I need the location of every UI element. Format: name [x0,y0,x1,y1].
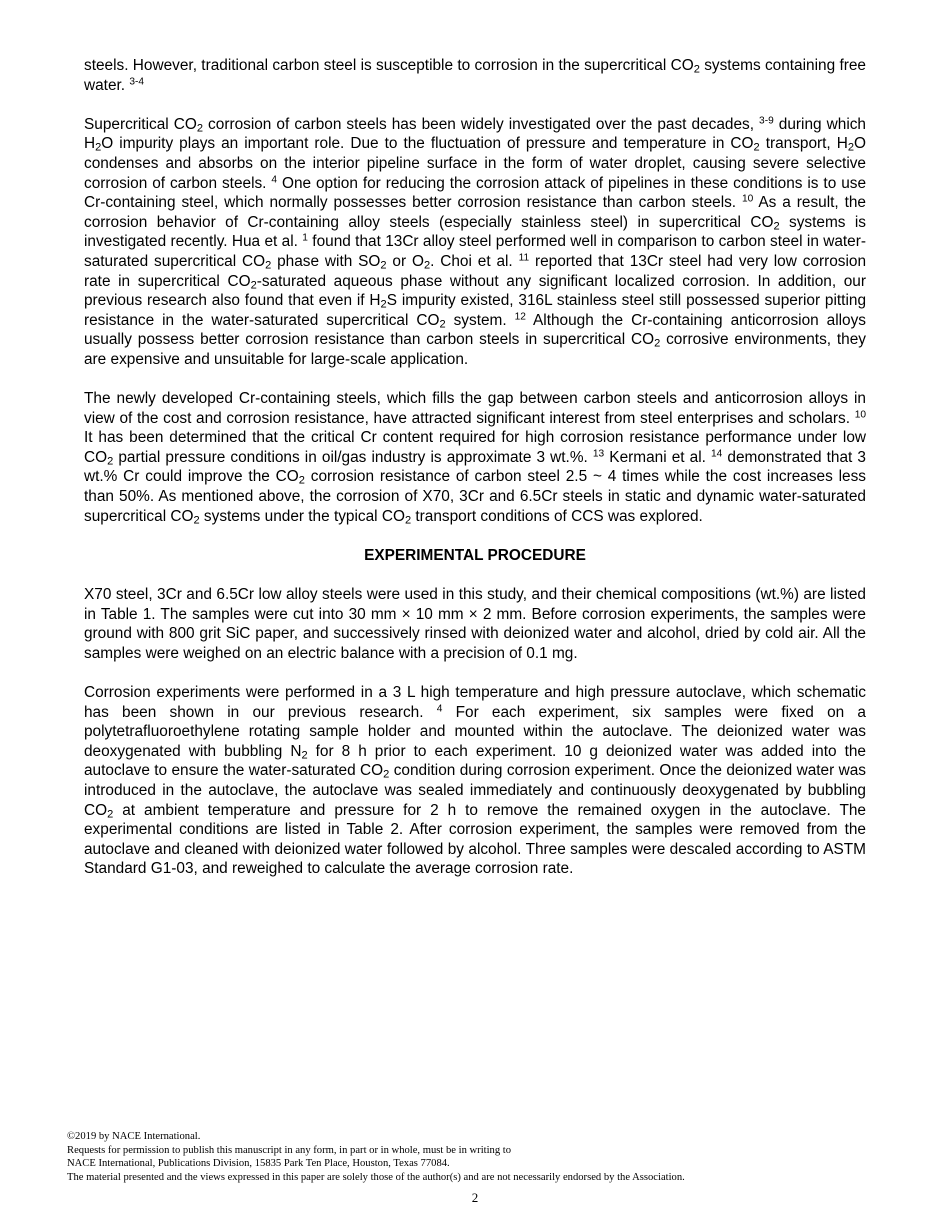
subscript: 2 [193,514,200,527]
citation-superscript: 4 [436,703,443,715]
paragraph [84,115,866,370]
text-run: demonstrated that 3 wt.% Cr could improve the CO [84,448,866,486]
citation-superscript: 11 [518,252,530,264]
subscript: 2 [383,768,390,781]
paragraph [84,683,866,879]
subscript: 2 [847,141,855,154]
text-run: Although the Cr-containing anticorrosion alloys usually possess better corrosion resistance than carbon steels in supercritical CO [84,311,866,349]
citation-superscript: 3-4 [129,76,145,88]
subscript: 2 [423,259,431,272]
subscript: 2 [250,278,257,291]
subscript: 2 [107,455,114,468]
text-run: at ambient temperature and pressure for 2 h to remove the remained oxygen in the autoclave. The experimental conditions are listed in Table 2. After corrosion experiment, the samples were removed from the autoclave and cleaned with deionized water followed by alcohol. Three samples were descaled according to ASTM Standard G1-03, and reweighed to calculate the average corrosion rate. [84,801,866,878]
text-run: corrosive environments, they are expensive and unsuitable for large-scale application. [84,331,866,368]
text-run: X70 steel, 3Cr and 6.5Cr low alloy steels were used in this study, and their chemical compositions (wt.%) are listed in Table 1. The samples were cut into 30 mm × 10 mm × 2 mm. Before corrosion experiments, the samples were ground with 800 grit SiC paper, and successively rinsed with deionized water and alcohol, dried by cold air. All the samples were weighed on an electric balance with a precision of 0.1 mg. [84,586,866,662]
citation-superscript: 12 [514,311,526,323]
paragraph [84,56,866,95]
subscript: 2 [265,259,272,272]
citation-superscript: 14 [711,448,723,460]
subscript: 2 [753,141,760,154]
body-text-before-heading [84,56,866,526]
footer-copyright: ©2019 by NACE International. [67,1131,201,1142]
text-run: for 8 h prior to each experiment. 10 g deionized water was added into the autoclave to ensure the water-saturated CO [84,742,866,780]
text-run: For each experiment, six samples were fixed on a polytetrafluoroethylene rotating sample holder and mounted within the autoclave. The deionized water was deoxygenated with bubbling N [84,703,866,760]
footer [67,1130,887,1184]
subscript: 2 [654,337,661,350]
text-run: It has been determined that the critical Cr content required for high corrosion resistance performance under low CO [84,429,866,466]
subscript: 2 [196,122,203,135]
subscript: 2 [693,63,700,76]
text-run: One option for reducing the corrosion attack of pipelines in these conditions is to use Cr-containing steel, which normally possesses better corrosion resistance than carbon steels. [84,174,867,212]
subscript: 2 [95,141,102,154]
citation-superscript: 4 [271,173,278,185]
text-run: Kermani et al. [604,448,712,466]
text-run: O impurity plays an important role. Due to the fluctuation of pressure and temperature in CO [101,135,754,153]
text-run: systems under the typical CO [199,507,405,525]
body-text-after-heading [84,585,866,879]
citation-superscript: 1 [302,232,308,244]
text-run: . Choi et al. [430,252,519,270]
page-number: 2 [471,1190,479,1205]
text-run: Corrosion experiments were performed in a 3 L high temperature and high pressure autoclave, which schematic has been shown in our previous research. [84,684,866,721]
text-run: corrosion of carbon steels has been widely investigated over the past decades, [203,115,760,133]
page-body [84,56,866,899]
subscript: 2 [301,749,308,762]
subscript: 2 [107,808,114,820]
text-run: condition during corrosion experiment. Once the deionized water was introduced in the autoclave, the autoclave was sealed immediately and continuously deoxygenated by bubbling CO [84,762,866,819]
text-run: or O [386,252,424,270]
citation-superscript: 10 [854,409,866,421]
text-run: S impurity existed, 316L stainless steel still possessed superior pitting resistance in the water-saturated supercritical CO [84,292,866,329]
citation-superscript: 10 [742,193,754,205]
subscript: 2 [439,318,446,331]
citation-superscript: 13 [592,448,605,460]
text-run: -saturated aqueous phase without any significant localized corrosion. In addition, our previous research also found that even if H [84,272,866,310]
footer-address: NACE International, Publications Division, 15835 Park Ten Place, Houston, Texas 77084. [67,1158,450,1170]
text-run: steels. However, traditional carbon steel is susceptible to corrosion in the supercritical CO [84,57,694,74]
text-run: during which H [84,115,866,153]
subscript: 2 [380,259,387,272]
subscript: 2 [404,514,412,527]
footer-permission: Requests for permission to publish this manuscript in any form, in part or in whole, must be in writing to [67,1144,512,1156]
text-run: systems is investigated recently. Hua et al. [84,213,866,251]
text-run: corrosion resistance of carbon steel 2.5 ~ 4 times while the cost increases less than 50%. As mentioned above, the corrosion of X70, 3Cr and 6.5Cr steels in static and dynamic water-saturated supercritical CO [84,468,866,525]
paragraph [84,389,866,526]
citation-superscript: 3-9 [759,115,774,127]
section-heading: EXPERIMENTAL PROCEDURE [364,546,586,564]
text-run: partial pressure conditions in oil/gas industry is approximate 3 wt.%. [113,448,593,466]
text-run: O condenses and absorbs on the interior pipeline surface in the form of water droplet, causing severe selective corrosion of carbon steels. [84,135,866,192]
footer-disclaimer: The material presented and the views expressed in this paper are solely those of the author(s) and are not necessarily endorsed by the Association. [67,1171,685,1183]
text-run: transport, H [759,135,848,153]
text-run: reported that 13Cr steel had very low corrosion rate in supercritical CO [84,252,867,290]
text-run: As a result, the corrosion behavior of Cr-containing alloy steels (especially stainless steel) in supercritical CO [84,194,866,231]
text-run: Supercritical CO [84,115,197,133]
text-run: system. [445,311,515,329]
subscript: 2 [773,220,780,233]
paragraph [84,585,866,663]
text-run: found that 13Cr alloy steel performed well in comparison to carbon steel in water-saturated supercritical CO [84,233,866,270]
text-run: systems containing free water. [84,57,866,94]
text-run: transport conditions of CCS was explored. [411,507,703,525]
subscript: 2 [298,474,305,487]
text-run: phase with SO [271,252,381,270]
text-run: The newly developed Cr-containing steels, which fills the gap between carbon steels and anticorrosion alloys in view of the cost and corrosion resistance, have attracted significant interest from steel enterprises and scholars. [84,390,866,427]
subscript: 2 [380,298,387,311]
